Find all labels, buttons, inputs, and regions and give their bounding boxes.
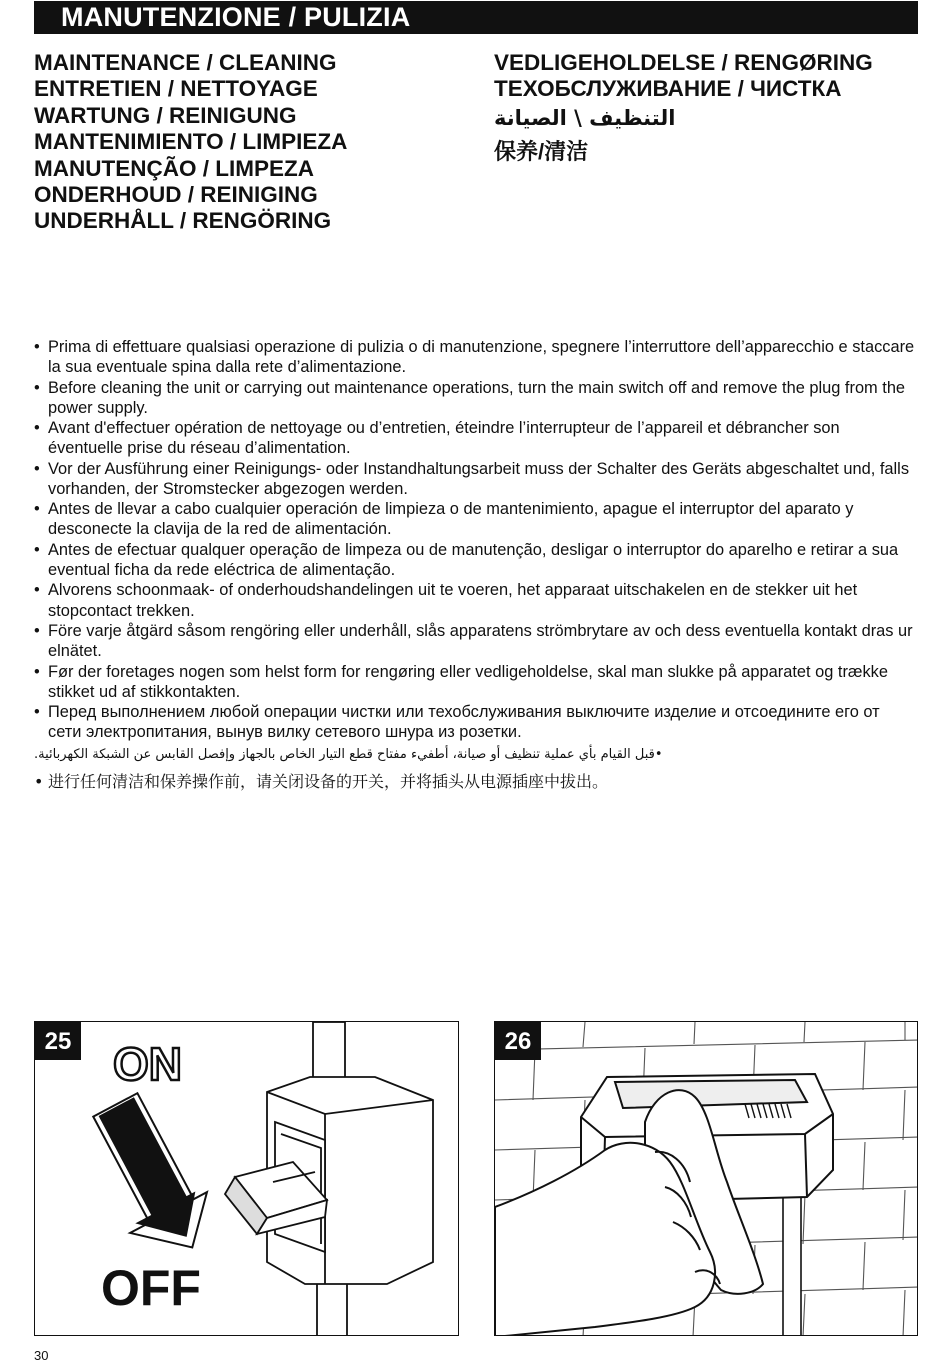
lang-title-pt: MANUTENÇÃO / LIMPEZA xyxy=(34,155,314,181)
instruction-nl: • Alvorens schoonmaak- of onderhoudshandelingen uit te voeren, het apparaat uitschakelen en de stekker uit het stopcontact trekken. xyxy=(34,580,916,620)
lang-title-en: MAINTENANCE / CLEANING xyxy=(34,50,337,75)
cleaning-illustration xyxy=(495,1022,918,1336)
lang-title-sv: UNDERHÅLL / RENGÖRING xyxy=(34,208,332,234)
instruction-es: • Antes de llevar a cabo cualquier operación de limpieza o de mantenimiento, apague el interruptor del aparato y desconecte la clavija de la red de alimentación. xyxy=(34,499,916,539)
instruction-ru: • Перед выполнением любой операции чистки или техобслуживания выключите изделие и отсоедините его от сети электропитания, вынув вилку сетевого шнура из розетки. xyxy=(34,702,916,742)
lang-title-es: MANTENIMIENTO / LIMPIEZA xyxy=(34,129,348,155)
figure-number-25: 25 xyxy=(35,1022,81,1060)
page-number: 30 xyxy=(34,1348,49,1363)
instruction-sv: • Före varje åtgärd såsom rengöring eller underhåll, slås apparatens strömbrytare av och dess eventuella kontakt dras ur elnätet. xyxy=(34,621,916,661)
instruction-pt: • Antes de efectuar qualquer operação de limpeza ou de manutenção, desligar o interruptor do aparelho e retirar a sua eventual ficha da rede eléctrica de alimentação. xyxy=(34,540,916,580)
instruction-ar: •قبل القيام بأي عملية تنظيف أو صيانة، أطفيء مفتاح قطع التيار الخاص بالجهاز وإفصل القابس عن الشبكة الكهربائية. xyxy=(34,747,663,763)
lang-title-zh: 保养/清洁 xyxy=(494,138,589,164)
section-title: MANUTENZIONE / PULIZIA xyxy=(34,1,918,34)
lang-title-nl: ONDERHOUD / REINIGING xyxy=(34,182,318,208)
lang-title-de: WARTUNG / REINIGUNG xyxy=(34,102,297,128)
language-titles-right xyxy=(494,50,873,167)
instruction-it: • Prima di effettuare qualsiasi operazione di pulizia o di manutenzione, spegnere l’interruttore dell’apparecchio e staccare la sua eventuale spina dalla rete d’alimentazione. xyxy=(34,337,916,377)
figure-26-cleaning xyxy=(494,1021,918,1336)
lang-title-fr: ENTRETIEN / NETTOYAGE xyxy=(34,76,318,102)
lang-title-da: VEDLIGEHOLDELSE / RENGØRING xyxy=(494,50,873,75)
switch-illustration xyxy=(35,1022,459,1336)
lang-title-ru: ТЕХОБСЛУЖИВАНИЕ / ЧИСТКА xyxy=(494,76,842,102)
instruction-en: • Before cleaning the unit or carrying out maintenance operations, turn the main switch off and remove the plug from the power supply. xyxy=(34,378,916,418)
instruction-de: • Vor der Ausführung einer Reinigungs- oder Instandhaltungsarbeit muss der Schalter des Geräts abgeschaltet und, falls vorhanden, der Stromstecker abgezogen werden. xyxy=(34,459,916,499)
instruction-list xyxy=(34,337,916,797)
on-label: ON xyxy=(113,1038,182,1090)
language-titles-left xyxy=(34,50,347,235)
instruction-da: • Før der foretages nogen som helst form for rengøring eller vedligeholdelse, skal man slukke på apparatet og trække stikket ud af stikkontakten. xyxy=(34,662,916,702)
instruction-fr: • Avant d'effectuer opération de nettoyage ou d’entretien, éteindre l’interrupteur de l’appareil et débrancher son éventuelle prise du réseau d’alimentation. xyxy=(34,418,916,458)
figure-25-switch-off xyxy=(34,1021,459,1336)
off-label: OFF xyxy=(101,1260,201,1316)
switch-box-icon xyxy=(225,1077,433,1284)
lang-title-ar: التنظيف \ الصيانة xyxy=(494,105,676,130)
instruction-zh: • 进行任何清洁和保养操作前，请关闭设备的开关，并将插头从电源插座中拔出。 xyxy=(34,767,916,797)
arrow-down-icon xyxy=(74,1086,227,1270)
figure-number-26: 26 xyxy=(495,1022,541,1060)
